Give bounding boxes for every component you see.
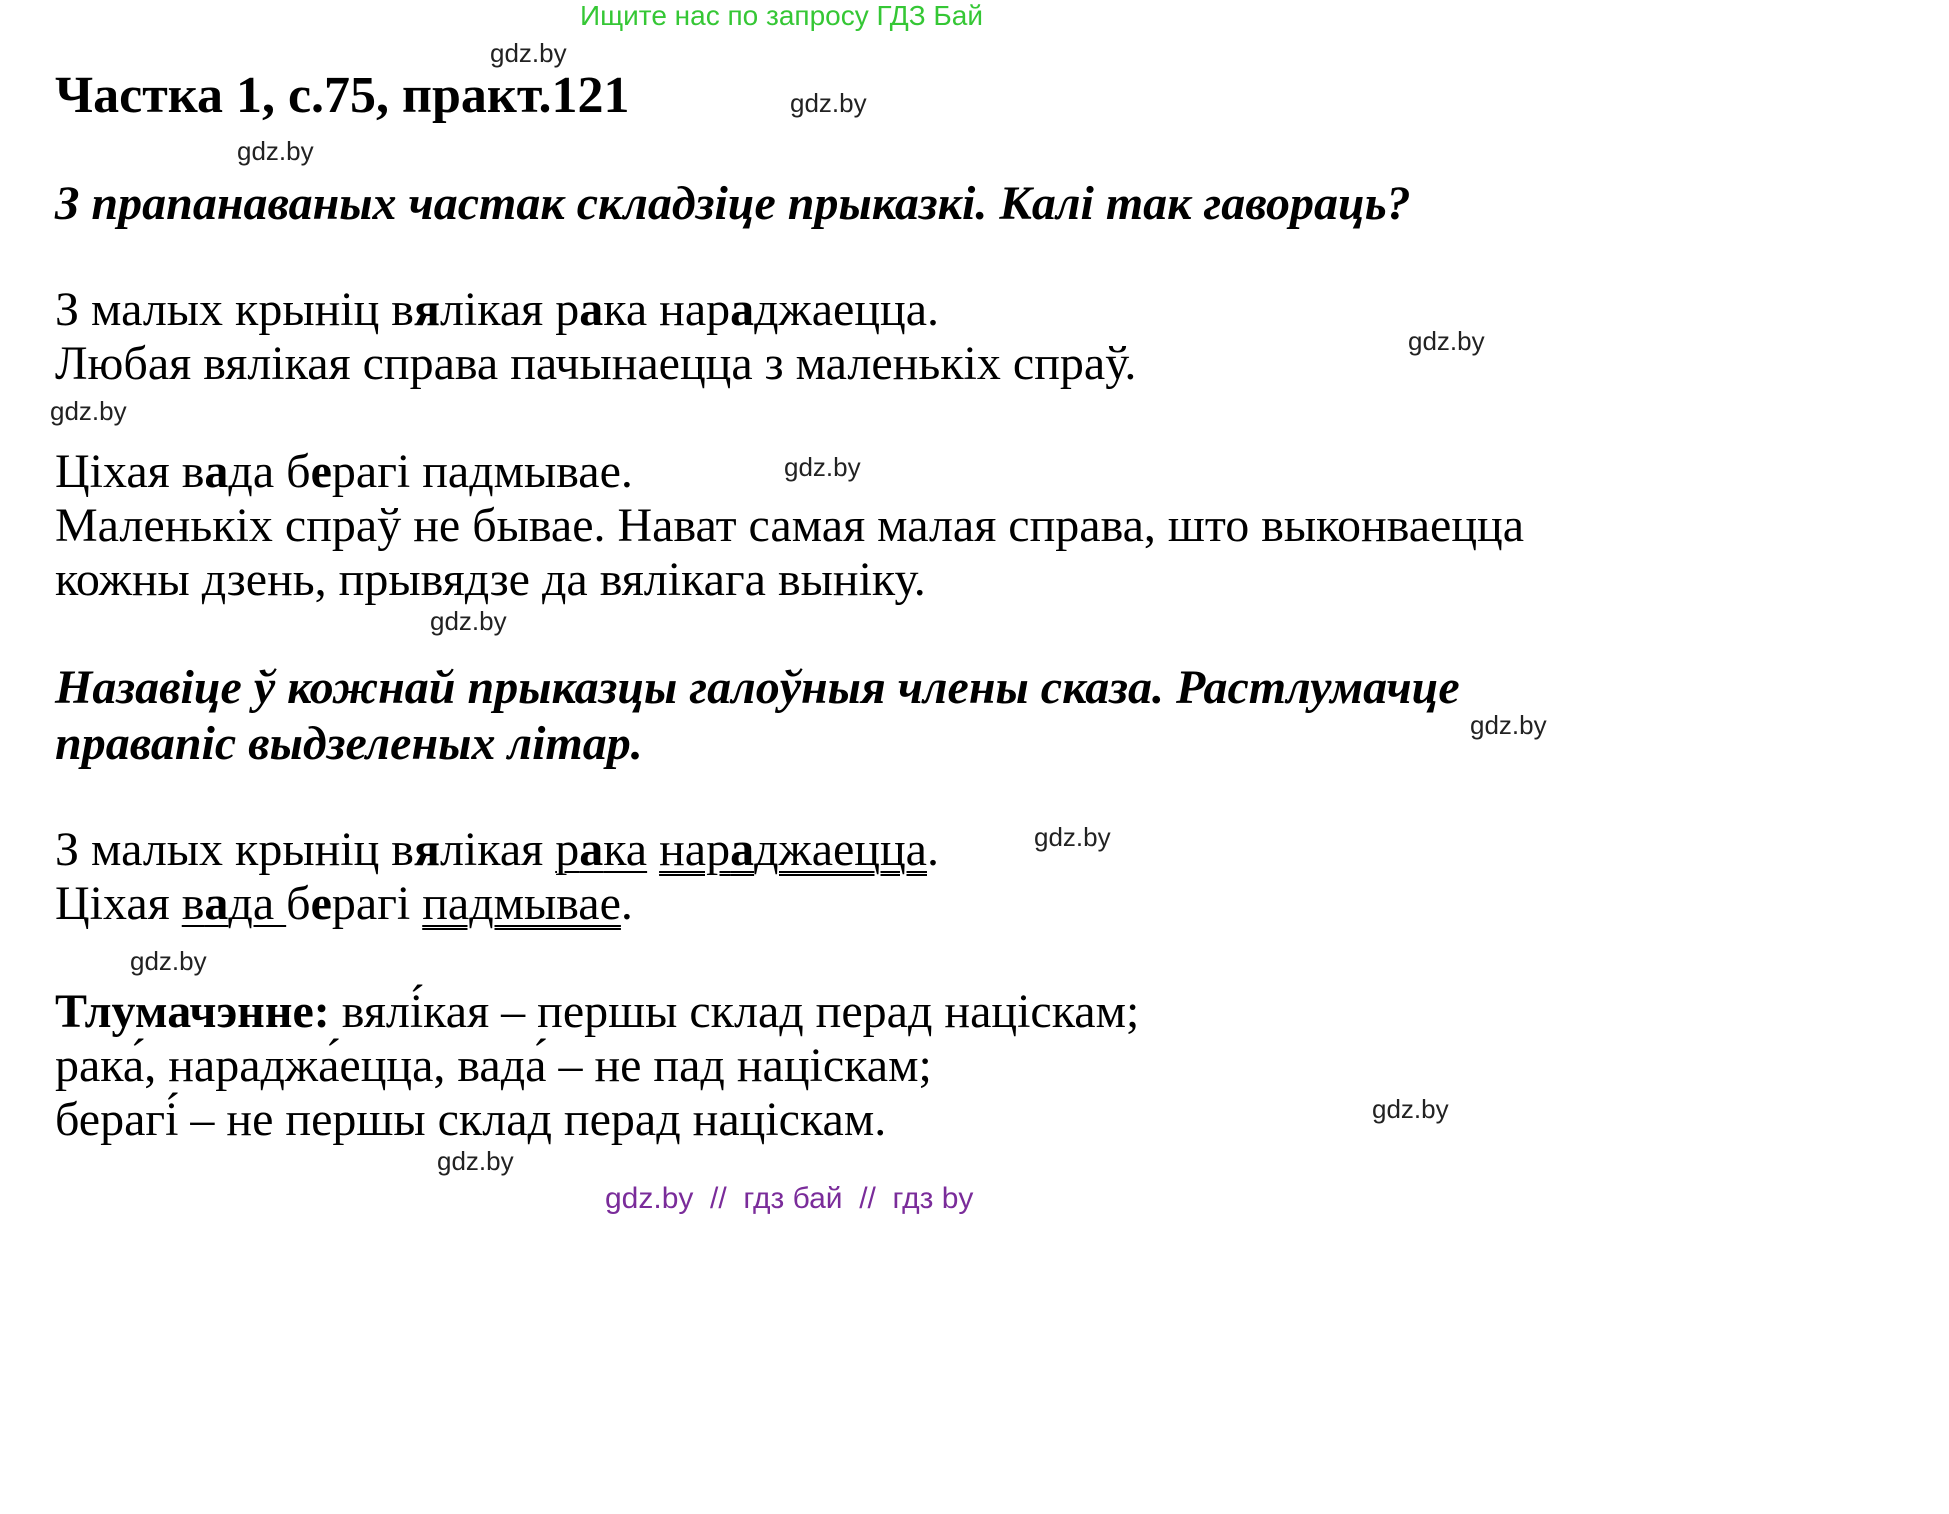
watermark: gdz.by <box>490 38 567 68</box>
proverb-2: Ціхая вада берагі падмывае. <box>55 445 633 498</box>
watermark: gdz.by <box>50 396 127 426</box>
task-instruction-1: З прапанаваных частак складзіце прыказкі. Калі так гавораць? <box>55 177 1411 230</box>
proverb-1: З малых крыніц вялікая рака нараджаецца. <box>55 283 939 336</box>
proverb-1-explanation: Любая вялікая справа пачынаецца з маленькіх спраў. <box>55 337 1137 390</box>
explanation-line-3: берагі́ – не першы склад перад націскам. <box>55 1093 887 1146</box>
task-instruction-2-line-2: правапіс выдзеленых літар. <box>55 717 643 770</box>
proverb-2-explanation-line-1: Маленькіх спраў не бывае. Нават самая малая справа, што выконваецца <box>55 499 1525 552</box>
explanation-line-2: рака́, нараджа́ецца, вада́ – не пад націскам; <box>55 1039 932 1092</box>
watermark: gdz.by <box>1408 326 1485 356</box>
proverb-2-analysis: Ціхая вада берагі падмывае. <box>55 877 633 930</box>
top-banner: Ищите нас по запросу ГДЗ Бай <box>580 0 984 31</box>
watermark: gdz.by <box>1470 710 1547 740</box>
watermark: gdz.by <box>784 452 861 482</box>
task-instruction-2-line-1: Назавіце ў кожнай прыказцы галоўныя члены сказа. Растлумачце <box>55 661 1460 714</box>
watermark: gdz.by <box>437 1146 514 1176</box>
explanation-label: Тлумачэнне: <box>55 985 330 1038</box>
proverb-2-explanation-line-2: кожны дзень, прывядзе да вялікага выніку. <box>55 553 926 606</box>
watermark: gdz.by <box>237 136 314 166</box>
watermark: gdz.by <box>790 88 867 118</box>
explanation-line-1: Тлумачэнне: вялі́кая – першы склад перад націскам; <box>55 985 1140 1038</box>
watermark: gdz.by <box>1034 822 1111 852</box>
footer-links: gdz.by // гдз бай // гдз by <box>605 1182 974 1215</box>
watermark: gdz.by <box>130 946 207 976</box>
watermark: gdz.by <box>430 606 507 636</box>
watermark: gdz.by <box>1372 1094 1449 1124</box>
page-title: Частка 1, с.75, практ.121 <box>55 67 630 124</box>
proverb-1-analysis: З малых крыніц вялікая рака нараджаецца. <box>55 823 939 876</box>
